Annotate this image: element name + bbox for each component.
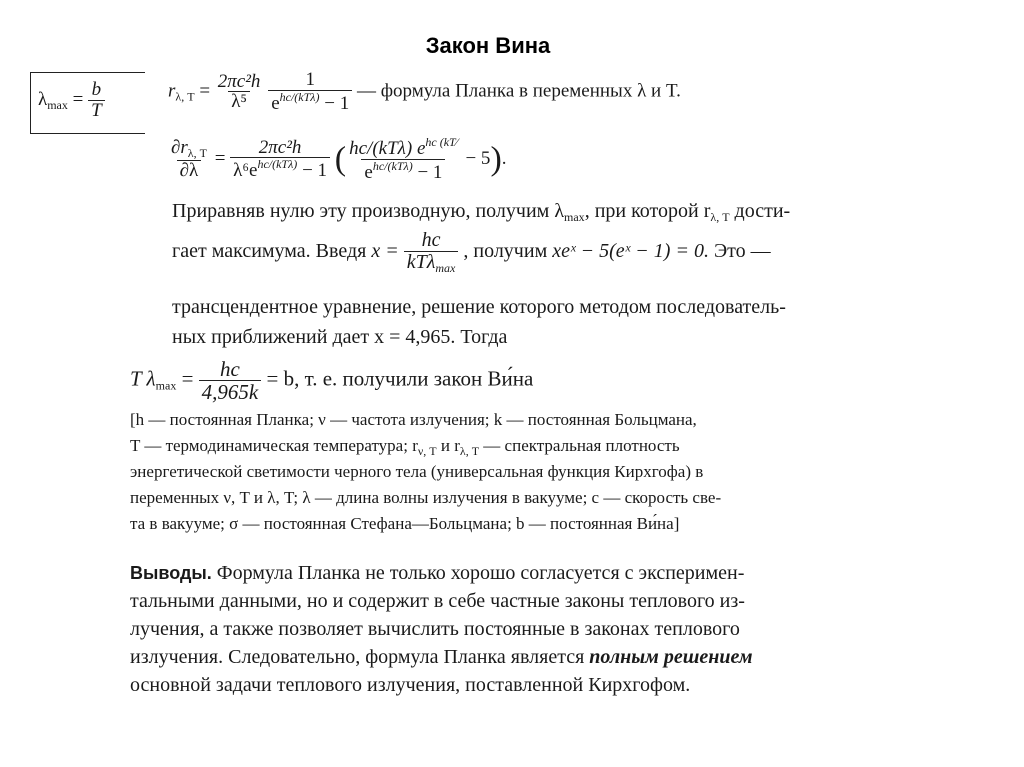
legend-line-2 xyxy=(130,434,680,463)
max-subscript: max xyxy=(435,261,456,275)
lambda-symbol: λ xyxy=(38,88,48,110)
close-paren: ) xyxy=(490,140,502,178)
text-segment: , получим xyxy=(463,239,548,262)
fraction-denominator: λ⁵ xyxy=(228,91,250,112)
paragraph-line-4: ных приближений дает x = 4,965. Тогда xyxy=(172,326,508,348)
r-subscript: λ, T xyxy=(175,89,195,104)
period: . xyxy=(501,147,507,169)
fraction-denominator xyxy=(404,251,459,275)
transcendental-equation: xeˣ − 5(eˣ − 1) = 0. xyxy=(552,239,709,262)
conclusions-label: Выводы. xyxy=(130,563,212,583)
conclusions-line-3: лучения, а также позволяет вычислить постоянные в законах теплового xyxy=(130,618,740,640)
fraction-numerator: 2πc²h xyxy=(258,136,302,158)
equals-sign: = xyxy=(214,147,226,169)
exponent: hc/(kTλ) xyxy=(257,157,298,172)
r-subscript: λ, T xyxy=(710,210,730,224)
legend-line-3: энергетической светимости черного тела (универсальная функция Кирхгофа) в xyxy=(130,462,704,481)
t-lambda: T λ xyxy=(130,366,156,391)
planck-formula xyxy=(168,70,681,114)
wien-result-formula xyxy=(130,358,533,403)
text-segment: дости- xyxy=(729,200,791,222)
fraction-numerator xyxy=(168,138,210,160)
conclusions-line-4 xyxy=(130,642,753,672)
planck-caption: — формула Планка в переменных λ и T. xyxy=(356,80,681,102)
x-fraction xyxy=(404,230,459,275)
wien-fraction xyxy=(199,358,262,403)
text-segment: T — термодинамическая температура; r xyxy=(130,436,418,455)
paragraph-line-2 xyxy=(172,230,771,275)
equals-sign: = xyxy=(72,88,84,110)
fraction-denominator xyxy=(230,157,330,181)
minus-five: − 5 xyxy=(465,147,491,169)
minus-one: − 1 xyxy=(324,92,350,114)
fraction-numerator: hc xyxy=(220,357,240,381)
exponent: hc (kT⁄ xyxy=(425,135,458,149)
r-symbol: r xyxy=(168,80,176,102)
page-title: Закон Вина xyxy=(425,33,551,58)
fraction-denominator xyxy=(268,90,352,114)
conclusions-line-1 xyxy=(130,558,744,588)
exponent: hc/(kTλ) xyxy=(372,158,413,173)
equals-sign: = xyxy=(199,80,211,102)
fraction-numerator: 1 xyxy=(305,69,315,90)
legend-line-1: [h — постоянная Планка; ν — частота излучения; k — постоянная Больцмана, xyxy=(130,410,697,429)
planck-fraction-2 xyxy=(268,70,352,114)
derivative-formula xyxy=(168,136,507,183)
exp-base: e xyxy=(364,161,373,183)
open-paren: ( xyxy=(334,140,347,178)
paragraph-line-1 xyxy=(172,196,790,232)
r-subscript: λ, T xyxy=(187,146,207,161)
text-segment: гает максимума. Введя xyxy=(172,239,367,262)
emphasis-full-solution: полным решением xyxy=(589,646,753,668)
b-over-T-fraction xyxy=(88,80,105,121)
lambda-subscript: λ, T xyxy=(459,444,480,458)
text-segment: , при которой r xyxy=(584,200,711,222)
fraction-numerator: 2πc²h xyxy=(217,70,261,92)
fraction-numerator: b xyxy=(91,79,102,100)
text-segment: излучения. Следовательно, формула Планка является xyxy=(130,646,590,668)
legend-line-4: переменных ν, T и λ, T; λ — длина волны излучения в вакууме; c — скорость све- xyxy=(130,488,722,507)
text-segment: и r xyxy=(436,436,460,455)
wien-conclusion: = b, т. е. получили закон Ви́на xyxy=(266,366,534,391)
exp-base: λ⁶e xyxy=(233,160,258,182)
fraction-denominator: T xyxy=(88,100,105,121)
nu-subscript: ν, T xyxy=(417,444,437,458)
planck-fraction-1 xyxy=(215,72,264,113)
derivative-fraction-2 xyxy=(346,136,461,183)
fraction-numerator xyxy=(346,136,461,159)
exponent: hc/(kTλ) xyxy=(279,89,320,104)
exp-base: e xyxy=(271,92,280,114)
fraction-denominator: ∂λ xyxy=(177,160,202,181)
partial-r: ∂r xyxy=(171,137,188,159)
legend-line-5: та в вакууме; σ — постоянная Стефана—Больцмана; b — постоянная Ви́на] xyxy=(130,514,680,533)
paragraph-line-3: трансцендентное уравнение, решение которого методом последователь- xyxy=(172,296,786,318)
conclusions-line-5: основной задачи теплового излучения, поставленной Кирхгофом. xyxy=(130,674,691,696)
equals-sign: = xyxy=(181,366,194,391)
text-segment: — спектральная плотность xyxy=(479,436,680,455)
text-segment: Это — xyxy=(713,239,771,262)
fraction-numerator: hc xyxy=(421,229,441,251)
wien-formula xyxy=(38,80,105,121)
x-definition: x = xyxy=(371,239,399,262)
max-subscript: max xyxy=(155,378,177,393)
fraction-denominator xyxy=(361,159,445,183)
derivative-lhs-fraction xyxy=(168,138,210,181)
conclusions-line-2: тальными данными, но и содержит в себе частные законы теплового из- xyxy=(130,590,745,612)
max-subscript: max xyxy=(564,210,585,224)
fraction-denominator: 4,965k xyxy=(199,380,262,403)
minus-one: − 1 xyxy=(417,161,443,183)
text-segment: Формула Планка не только хорошо согласуется с эксперимен- xyxy=(211,562,745,584)
num-base: hc/(kTλ) e xyxy=(349,138,426,159)
den-base: kTλ xyxy=(406,251,436,273)
text-segment: Приравняв нулю эту производную, получим λ xyxy=(172,200,565,222)
derivative-fraction-1 xyxy=(230,138,330,182)
max-subscript: max xyxy=(47,97,68,112)
minus-one: − 1 xyxy=(302,160,328,182)
